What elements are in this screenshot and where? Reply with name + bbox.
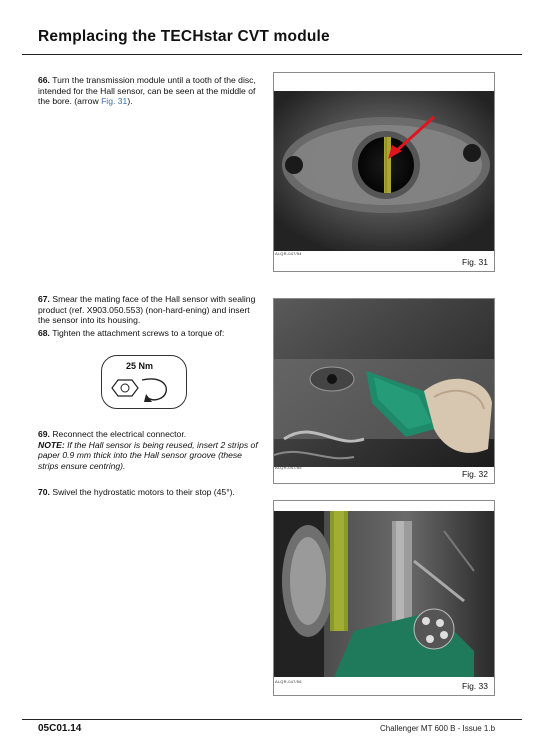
figure-link[interactable]: Fig. 31	[101, 96, 128, 107]
figure-33-photo	[274, 501, 494, 695]
torque-value: 25 Nm	[126, 361, 154, 371]
step-number: 67.	[38, 294, 50, 304]
figure-32	[273, 298, 495, 484]
step-text: Smear the mating face of the Hall sensor with sealing product (ref. X903.050.553) (non-hard-ening) and insert the sensor into its housing.	[38, 294, 256, 326]
figure-label: Fig. 31	[462, 257, 488, 267]
step-text: Swivel the hydrostatic motors to their stop (45°).	[52, 487, 235, 497]
step-69	[38, 429, 260, 471]
page-title: Remplacing the TECHstar CVT module	[38, 28, 330, 45]
note-text: If the Hall sensor is being reused, insert 2 strips of paper 0.9 mm thick into the Hall sensor groove (these strips ensure centring).	[38, 439, 258, 471]
step-text: Turn the transmission module until a tooth of the disc, intended for the Hall sensor, can be seen at the middle of the bore. (arrow	[38, 75, 256, 107]
step-number: 66.	[38, 75, 50, 85]
step-68	[38, 328, 260, 339]
step-text: Tighten the attachment screws to a torque of:	[52, 328, 225, 338]
header-divider	[22, 54, 522, 55]
step-70	[38, 487, 266, 498]
figure-33	[273, 500, 495, 696]
step-67	[38, 294, 260, 326]
figure-label: Fig. 33	[462, 681, 488, 691]
note	[38, 440, 258, 471]
document-edition: Challenger MT 600 B - Issue 1.b	[380, 724, 496, 733]
step-text: Reconnect the electrical connector.	[52, 429, 187, 439]
note-label: NOTE:	[38, 439, 65, 450]
figure-code: ALQR-047/54	[275, 251, 302, 256]
step-text-tail: ).	[127, 96, 133, 107]
figure-code: ALQR-047/56	[275, 679, 302, 684]
figure-label: Fig. 32	[462, 469, 488, 479]
footer-divider	[22, 719, 522, 720]
step-66	[38, 75, 262, 107]
page-number: 05C01.14	[38, 723, 82, 734]
step-number: 69.	[38, 429, 50, 439]
figure-32-photo	[274, 299, 494, 483]
bolt-torque-icon	[108, 372, 180, 404]
step-number: 70.	[38, 487, 50, 497]
figure-31	[273, 72, 495, 272]
step-number: 68.	[38, 328, 50, 338]
figure-31-photo	[274, 73, 494, 271]
figure-code: ALQR-047/55	[275, 465, 302, 470]
